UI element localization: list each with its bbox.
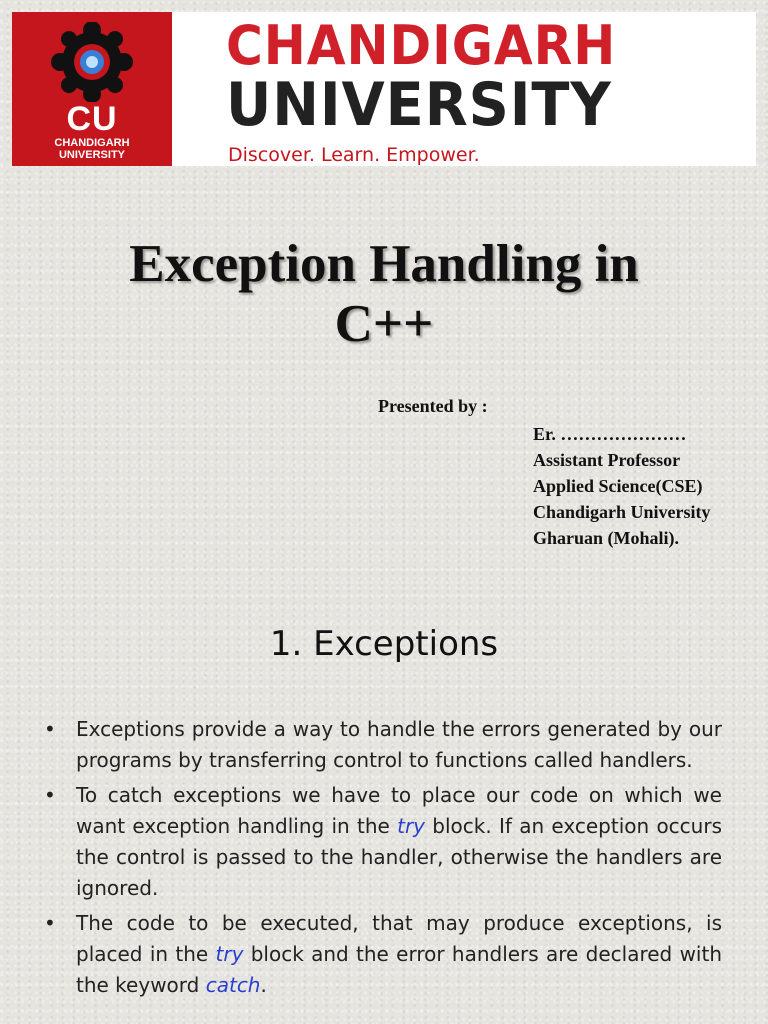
bullet-item: • To catch exceptions we have to place our code on which we want exception handling in the try block. If an exception occurs the control is passed to the handler, otherwise the handlers are ignored. xyxy=(44,780,722,904)
slide-title-line-2: C++ xyxy=(334,295,434,353)
presenter-line: Er. ………………… xyxy=(533,424,687,444)
university-name-line-1: CHANDIGARH xyxy=(226,14,617,77)
presenter-line: Applied Science(CSE) xyxy=(533,476,703,496)
presenter-details xyxy=(533,421,711,551)
section-heading: 1. Exceptions xyxy=(269,624,499,664)
presenter-line: Assistant Professor xyxy=(533,450,681,470)
keyword-catch: catch xyxy=(205,973,261,997)
gear-emblem-icon xyxy=(34,22,150,102)
logo-caption-line-2: UNIVERSITY xyxy=(58,149,125,161)
bullet-dot-icon: • xyxy=(44,911,56,935)
logo-caption xyxy=(12,137,172,161)
slide-title-line-1: Exception Handling in xyxy=(129,235,639,293)
presented-by-label: Presented by : xyxy=(378,396,488,416)
university-tagline: Discover. Learn. Empower. xyxy=(228,144,480,166)
keyword-try: try xyxy=(215,942,244,966)
university-name-line-2: UNIVERSITY xyxy=(226,70,612,140)
logo-abbreviation: CU xyxy=(66,100,118,138)
bullet-list xyxy=(44,714,722,1005)
presenter-line: Gharuan (Mohali). xyxy=(533,528,680,548)
slide-title xyxy=(0,234,768,354)
bullet-item: • The code to be executed, that may produce exceptions, is placed in the try block and the error handlers are declared with the keyword catch. xyxy=(44,908,722,1001)
logo-caption-line-1: CHANDIGARH xyxy=(54,137,130,149)
presenter-line: Chandigarh University xyxy=(533,502,711,522)
bullet-dot-icon: • xyxy=(44,783,56,807)
bullet-dot-icon: • xyxy=(44,717,56,741)
bullet-item: • Exceptions provide a way to handle the errors generated by our programs by transferring control to functions called handlers. xyxy=(44,714,722,776)
university-logo xyxy=(12,12,172,166)
keyword-try: try xyxy=(397,814,426,838)
